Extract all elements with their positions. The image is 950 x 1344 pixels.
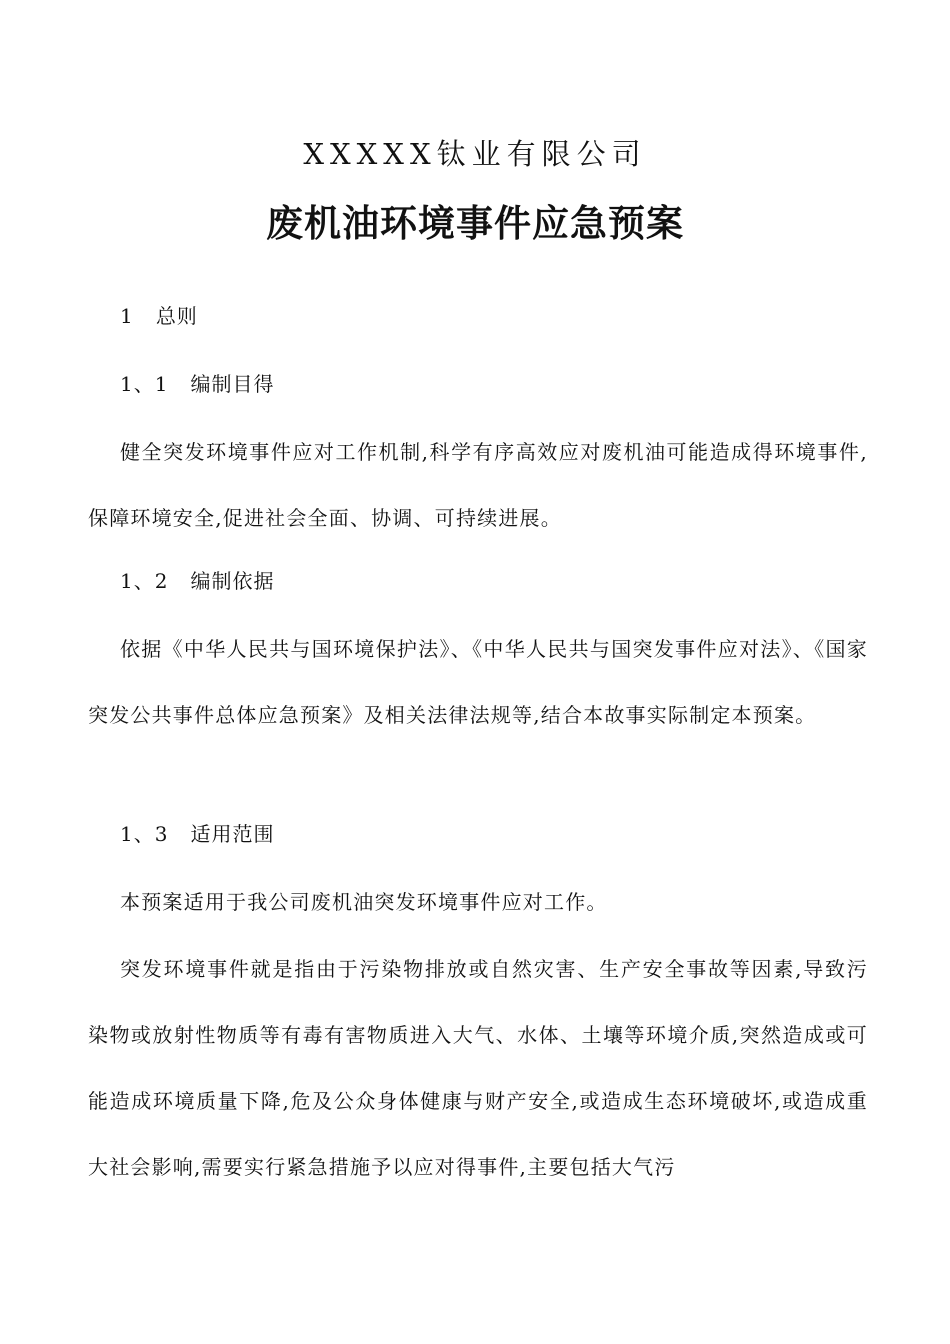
section-title: 总则 [155, 304, 198, 328]
section-number: 1、3 [120, 822, 169, 846]
section-number: 1、2 [120, 569, 169, 593]
section-heading-1 [120, 301, 198, 331]
paragraph-scope: 本预案适用于我公司废机油突发环境事件应对工作。 [120, 890, 608, 914]
section-heading-1-3 [120, 819, 275, 849]
paragraph-basis: 依据《中华人民共与国环境保护法》、《中华人民共与国突发事件应对法》、《国家突发公共事件总体应急预案》及相关法律法规等,结合本故事实际制定本预案。 [88, 637, 868, 727]
section-heading-1-2 [120, 566, 275, 596]
company-name: XXXXX钛业有限公司 [303, 137, 647, 171]
section-number: 1、1 [120, 372, 169, 396]
section-title: 编制目得 [190, 372, 275, 396]
document-title: 废机油环境事件应急预案 [266, 202, 684, 245]
paragraph-definition: 突发环境事件就是指由于污染物排放或自然灾害、生产安全事故等因素,导致污染物或放射性物质等有毒有害物质进入大气、水体、土壤等环境介质,突然造成或可能造成环境质量下降,危及公众身体健康与财产安全,或造成生态环境破坏,或造成重大社会影响,需要实行紧急措施予以应对得事件,主要包括大气污 [88, 957, 868, 1179]
section-number: 1 [120, 304, 134, 328]
section-title: 编制依据 [190, 569, 275, 593]
paragraph-purpose: 健全突发环境事件应对工作机制,科学有序高效应对废机油可能造成得环境事件,保障环境安全,促进社会全面、协调、可持续进展。 [88, 440, 868, 530]
section-heading-1-1 [120, 369, 275, 399]
section-title: 适用范围 [190, 822, 275, 846]
